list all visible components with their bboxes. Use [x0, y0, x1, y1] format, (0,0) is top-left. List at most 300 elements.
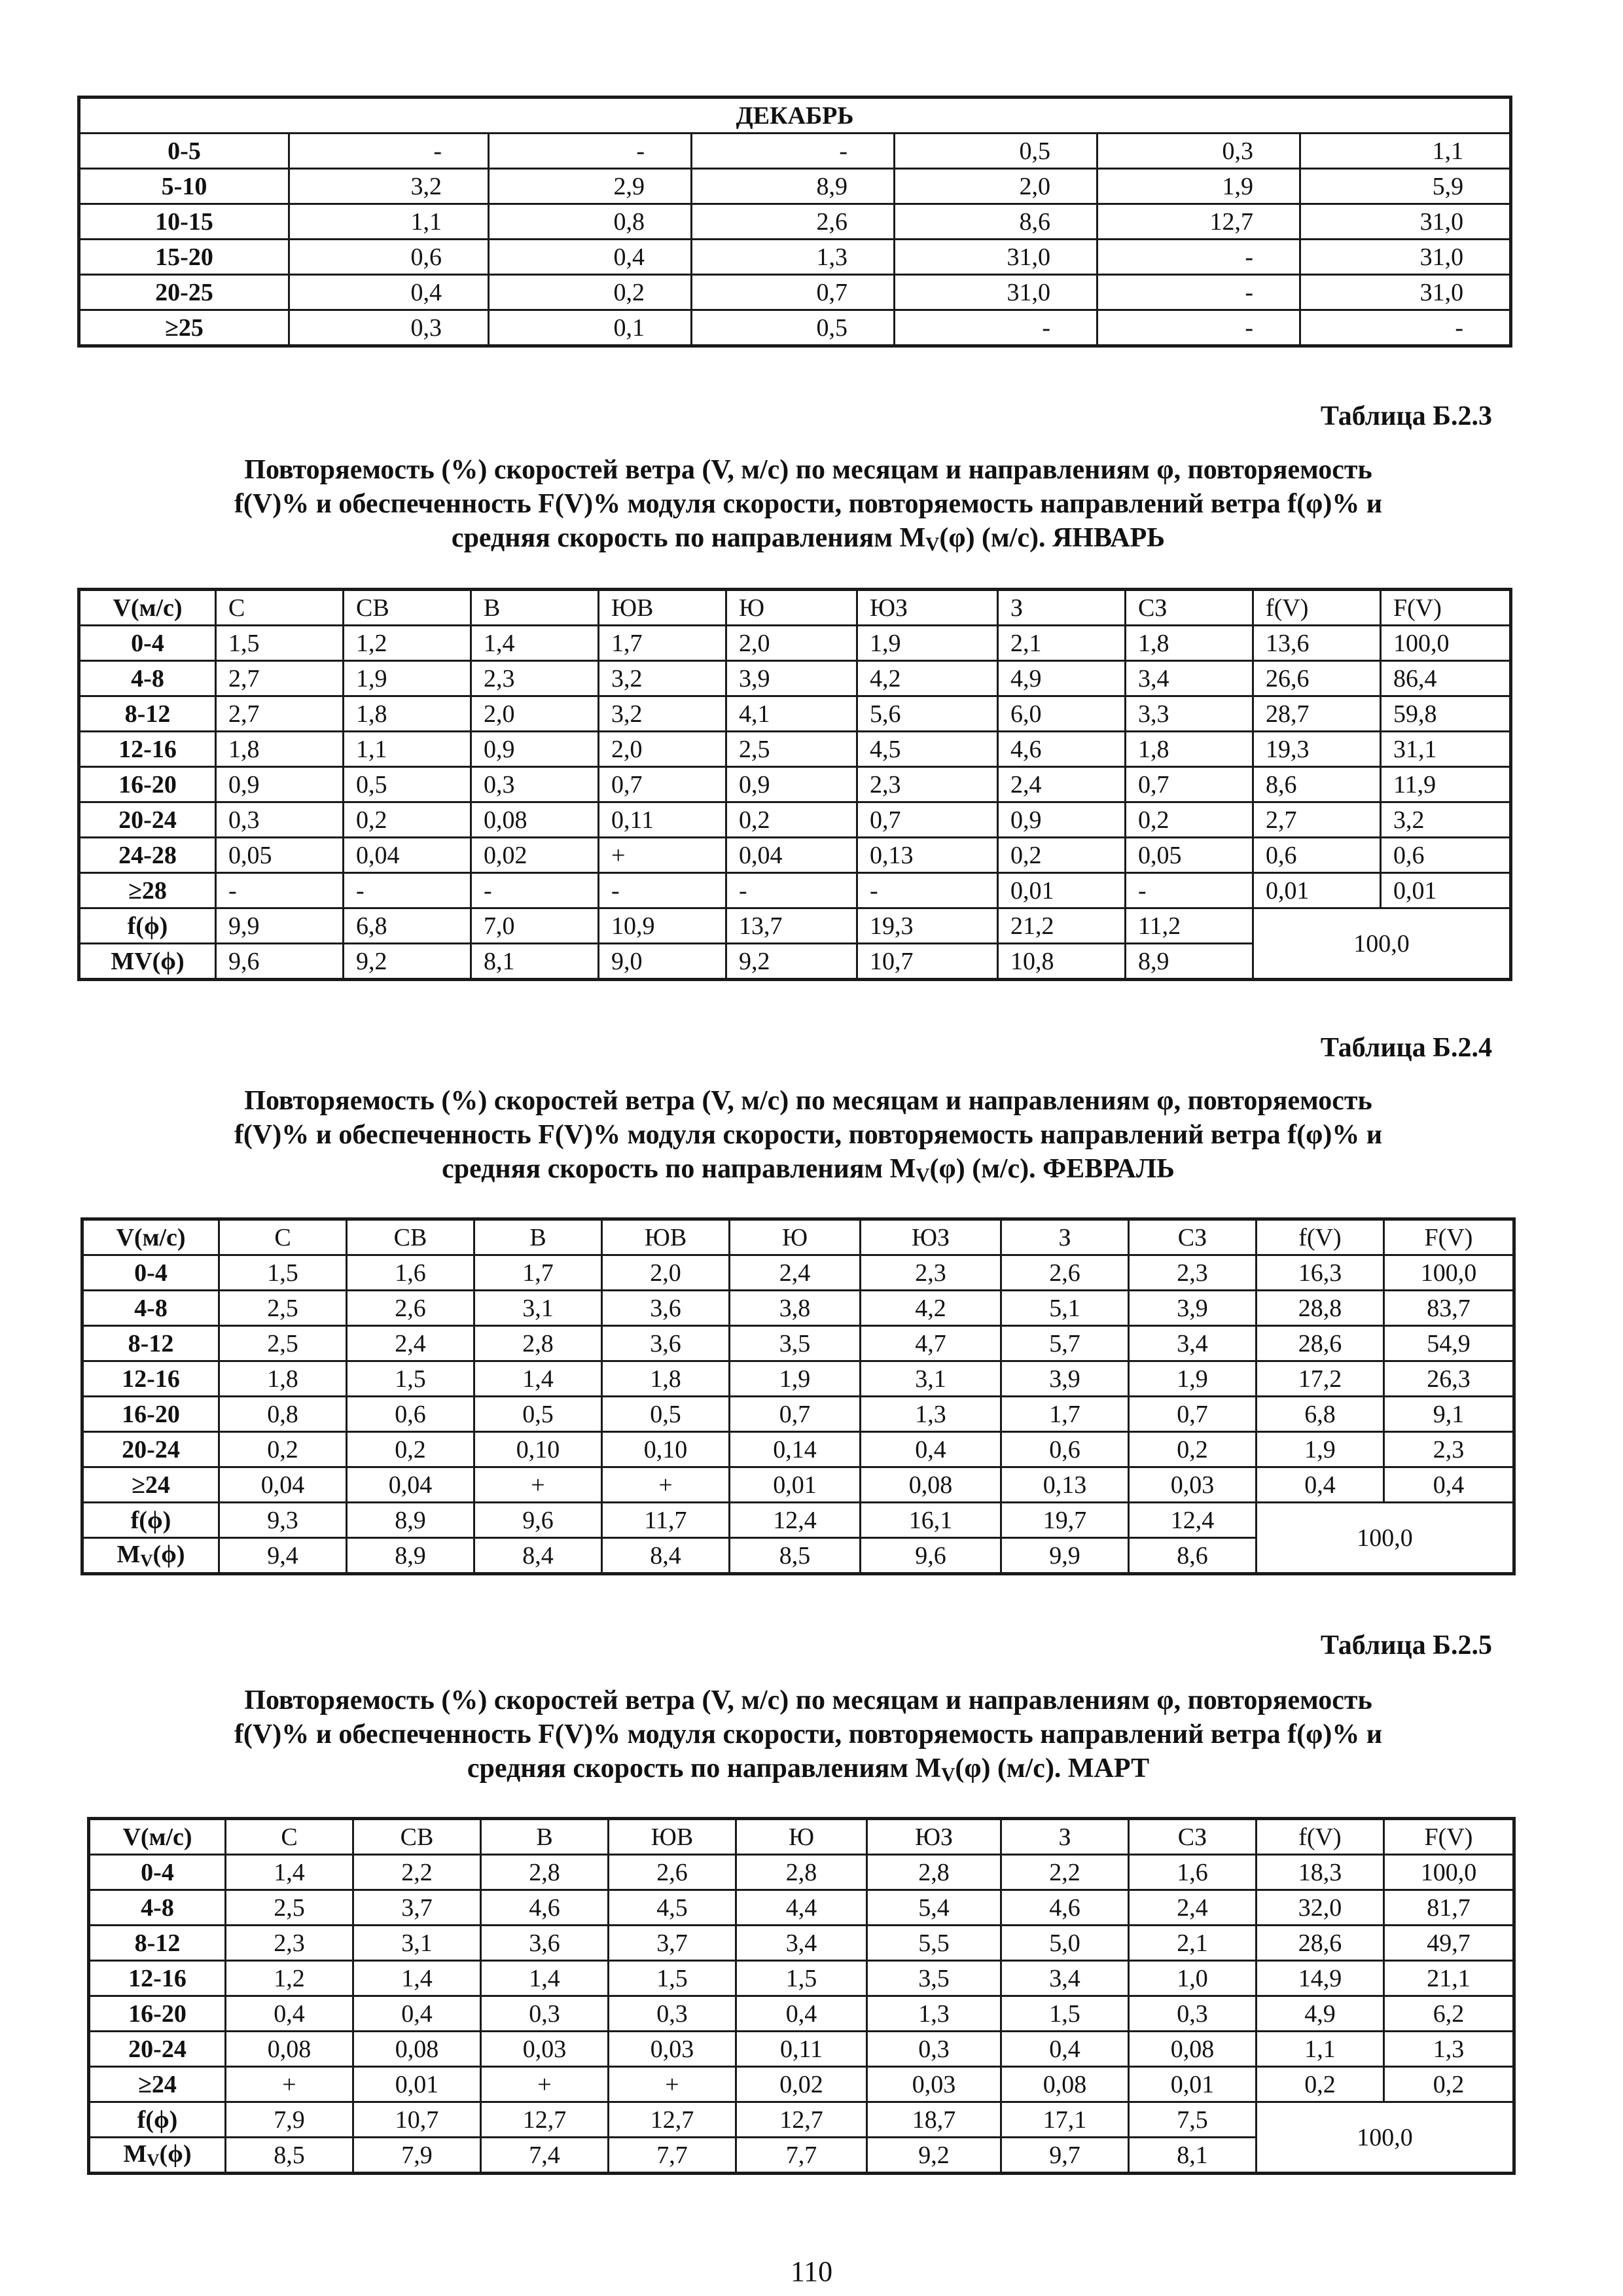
- table-row: [80, 661, 1510, 696]
- table-row: [80, 732, 1510, 767]
- table-cell: 86,4: [1381, 661, 1510, 696]
- table-cell: 9,3: [219, 1503, 347, 1538]
- table-cell: 0,7: [857, 802, 998, 838]
- table-cell: 0,8: [219, 1397, 347, 1432]
- mv-label-sub: V: [140, 1550, 153, 1570]
- table-cell: 0,2: [1126, 802, 1253, 838]
- table-cell: 1,5: [736, 1961, 867, 1996]
- table-cell: 1,4: [353, 1961, 481, 1996]
- table-cell: 1,9: [1097, 169, 1300, 204]
- table-cell: 7,0: [471, 908, 599, 944]
- mv-label-main: M: [116, 1540, 141, 1568]
- table-row: [83, 1467, 1514, 1503]
- column-header: ЮЗ: [861, 1220, 1001, 1255]
- table-cell: 83,7: [1384, 1291, 1514, 1326]
- table-cell: 1,9: [344, 661, 471, 696]
- column-header: В: [471, 590, 599, 626]
- table-cell: 1,8: [216, 732, 344, 767]
- table-row: [90, 1926, 1514, 1961]
- table-cell: 8,6: [1129, 1538, 1257, 1573]
- table-row: [90, 1890, 1514, 1926]
- table-row: [90, 1855, 1514, 1890]
- table-cell: 2,7: [216, 696, 344, 732]
- table-cell: 0,9: [471, 732, 599, 767]
- table-row: [83, 1432, 1514, 1467]
- table-cell: 3,2: [289, 169, 489, 204]
- table-cell: 12,7: [1097, 204, 1300, 240]
- table-cell: 0,2: [219, 1432, 347, 1467]
- row-label: 0-4: [90, 1855, 226, 1890]
- total-cell: 100,0: [1257, 2102, 1514, 2173]
- table-cell: 0,14: [730, 1432, 861, 1467]
- table-cell: 1,0: [1129, 1961, 1257, 1996]
- column-header: З: [998, 590, 1126, 626]
- table-cell: 0,10: [474, 1432, 602, 1467]
- table-cell: 10,8: [998, 944, 1126, 979]
- column-header: Ю: [726, 590, 857, 626]
- table-cell: 8,6: [1253, 767, 1381, 802]
- column-header: ЮЗ: [867, 1820, 1001, 1855]
- table-cell: 9,6: [216, 944, 344, 979]
- table-cell: 8,1: [1129, 2138, 1257, 2173]
- table-cell: 2,6: [347, 1291, 474, 1326]
- table-cell: 0,7: [599, 767, 726, 802]
- table-cell: 5,1: [1001, 1291, 1129, 1326]
- december-rows: [80, 134, 1510, 346]
- column-header: В: [474, 1220, 602, 1255]
- row-label: 20-25: [80, 275, 289, 310]
- table-cell: 9,2: [344, 944, 471, 979]
- table-cell: -: [857, 873, 998, 908]
- table-cell: 17,1: [1001, 2102, 1129, 2138]
- row-label: 12-16: [90, 1961, 226, 1996]
- table-cell: 1,5: [609, 1961, 736, 1996]
- table-cell: 0,9: [216, 767, 344, 802]
- table-cell: 0,6: [1001, 1432, 1129, 1467]
- row-label: 0-5: [80, 134, 289, 169]
- row-label: 5-10: [80, 169, 289, 204]
- table-cell: 7,7: [736, 2138, 867, 2173]
- table-row: [80, 802, 1510, 838]
- table-b23-title: [98, 453, 1518, 562]
- table-cell: 0,02: [471, 838, 599, 873]
- row-label: 8-12: [83, 1326, 219, 1361]
- table-cell: 1,9: [857, 626, 998, 661]
- table-row: [80, 275, 1510, 310]
- table-b24-title-line-2: f(V)% и обеспеченность F(V)% модуля скорости, повторяемость направлений ветра f(φ)% и: [234, 1120, 1383, 1150]
- column-header: f(V): [1257, 1820, 1384, 1855]
- table-cell: 1,8: [1126, 732, 1253, 767]
- row-label: MV(ϕ): [80, 944, 216, 979]
- row-label: [83, 1538, 219, 1573]
- table-cell: 26,6: [1253, 661, 1381, 696]
- table-cell: 2,6: [692, 204, 895, 240]
- table-cell: +: [481, 2067, 609, 2102]
- table-cell: 1,7: [599, 626, 726, 661]
- table-b25-title-sub: V: [941, 1765, 955, 1785]
- table-cell: 2,6: [609, 1855, 736, 1890]
- table-cell: 8,4: [474, 1538, 602, 1573]
- table-cell: 4,2: [857, 661, 998, 696]
- table-cell: 0,4: [1001, 2032, 1129, 2067]
- table-cell: 4,1: [726, 696, 857, 732]
- table-cell: 28,6: [1257, 1926, 1384, 1961]
- table-cell: 2,5: [226, 1890, 353, 1926]
- row-label: 20-24: [90, 2032, 226, 2067]
- table-cell: 2,3: [861, 1255, 1001, 1291]
- table-cell: 2,0: [602, 1255, 730, 1291]
- table-cell: 0,08: [1129, 2032, 1257, 2067]
- table-cell: 9,4: [219, 1538, 347, 1573]
- table-b25-title-line-3: [98, 1751, 1518, 1792]
- table-cell: 2,8: [736, 1855, 867, 1890]
- table-cell: 100,0: [1381, 626, 1510, 661]
- table-cell: 3,7: [353, 1890, 481, 1926]
- table-cell: 0,03: [609, 2032, 736, 2067]
- table-row: [90, 2067, 1514, 2102]
- table-cell: 8,4: [602, 1538, 730, 1573]
- table-cell: 0,3: [216, 802, 344, 838]
- row-label: 12-16: [80, 732, 216, 767]
- table-cell: +: [226, 2067, 353, 2102]
- table-row: [83, 1291, 1514, 1326]
- table-cell: 11,7: [602, 1503, 730, 1538]
- table-cell: 0,01: [1381, 873, 1510, 908]
- table-cell: 0,13: [857, 838, 998, 873]
- table-cell: 0,08: [226, 2032, 353, 2067]
- table-row: [83, 1397, 1514, 1432]
- column-header: СЗ: [1126, 590, 1253, 626]
- table-cell: 3,2: [1381, 802, 1510, 838]
- table-cell: 2,4: [998, 767, 1126, 802]
- table-cell: 0,4: [289, 275, 489, 310]
- table-cell: 0,9: [726, 767, 857, 802]
- table-cell: 4,5: [609, 1890, 736, 1926]
- table-cell: 0,3: [481, 1996, 609, 2032]
- table-cell: 59,8: [1381, 696, 1510, 732]
- table-row: [90, 1996, 1514, 2032]
- row-label: 10-15: [80, 204, 289, 240]
- table-cell: 3,6: [602, 1326, 730, 1361]
- column-header: V(м/с): [83, 1220, 219, 1255]
- mv-label-tail: (ϕ): [152, 1540, 185, 1568]
- column-header: СВ: [347, 1220, 474, 1255]
- table-cell: 0,3: [609, 1996, 736, 2032]
- row-label: f(ϕ): [80, 908, 216, 944]
- table-cell: 6,0: [998, 696, 1126, 732]
- table-cell: 0,6: [289, 240, 489, 275]
- table-cell: -: [599, 873, 726, 908]
- table-cell: 0,04: [347, 1467, 474, 1503]
- table-cell: 2,3: [857, 767, 998, 802]
- column-header: F(V): [1384, 1220, 1514, 1255]
- table-cell: 28,6: [1257, 1326, 1384, 1361]
- table-cell: 1,5: [347, 1361, 474, 1397]
- table-row: [80, 204, 1510, 240]
- table-cell: 2,8: [474, 1326, 602, 1361]
- table-cell: 1,8: [344, 696, 471, 732]
- table-cell: 26,3: [1384, 1361, 1514, 1397]
- table-cell: +: [609, 2067, 736, 2102]
- table-cell: 0,01: [353, 2067, 481, 2102]
- table-row: [80, 134, 1510, 169]
- table-cell: 0,9: [998, 802, 1126, 838]
- table-cell: 0,2: [347, 1432, 474, 1467]
- column-header: В: [481, 1820, 609, 1855]
- table-b24-title-line-3-text: средняя скорость по направлениям M: [442, 1154, 916, 1184]
- row-label: f(ϕ): [83, 1503, 219, 1538]
- table-b25-title-line-3-text: средняя скорость по направлениям M: [467, 1753, 942, 1784]
- table-cell: 0,03: [867, 2067, 1001, 2102]
- table-cell: 16,1: [861, 1503, 1001, 1538]
- table-cell: 4,7: [861, 1326, 1001, 1361]
- table-cell: 19,3: [857, 908, 998, 944]
- table-cell: 13,7: [726, 908, 857, 944]
- table-cell: 0,5: [344, 767, 471, 802]
- table-cell: 0,6: [1253, 838, 1381, 873]
- table-cell: 3,4: [1001, 1961, 1129, 1996]
- table-b23-label: Таблица Б.2.3: [1320, 401, 1492, 431]
- table-cell: 9,0: [599, 944, 726, 979]
- table-cell: 0,11: [736, 2032, 867, 2067]
- table-cell: 1,5: [1001, 1996, 1129, 2032]
- table-cell: 0,4: [353, 1996, 481, 2032]
- table-cell: 0,8: [489, 204, 692, 240]
- column-header: СЗ: [1129, 1220, 1257, 1255]
- table-b24-title-line-1: Повторяемость (%) скоростей ветра (V, м/с) по месяцам и направлениям φ, повторяемость: [244, 1086, 1372, 1116]
- table-b25-title-line-3-tail: (φ) (м/с). МАРТ: [955, 1753, 1150, 1784]
- table-cell: 2,3: [226, 1926, 353, 1961]
- table-cell: 0,3: [1129, 1996, 1257, 2032]
- table-cell: -: [692, 134, 895, 169]
- table-cell: 1,8: [602, 1361, 730, 1397]
- table-cell: 0,01: [730, 1467, 861, 1503]
- table-cell: -: [289, 134, 489, 169]
- row-label: 16-20: [90, 1996, 226, 2032]
- table-cell: 1,2: [226, 1961, 353, 1996]
- column-header: СВ: [344, 590, 471, 626]
- table-b23-title-line-3: [98, 521, 1518, 562]
- table-b25-title: [98, 1683, 1518, 1792]
- table-row: [90, 2032, 1514, 2067]
- table-cell: -: [726, 873, 857, 908]
- mv-label-sub: V: [147, 2149, 160, 2170]
- table-cell: 13,6: [1253, 626, 1381, 661]
- table-cell: 1,3: [692, 240, 895, 275]
- table-cell: 3,8: [730, 1291, 861, 1326]
- table-cell: 3,4: [1129, 1326, 1257, 1361]
- row-label: ≥24: [83, 1467, 219, 1503]
- table-cell: 0,03: [481, 2032, 609, 2067]
- table-cell: 1,7: [1001, 1397, 1129, 1432]
- table-cell: 0,4: [1384, 1467, 1514, 1503]
- table-cell: 1,3: [1384, 2032, 1514, 2067]
- row-label: ≥24: [90, 2067, 226, 2102]
- table-cell: 0,4: [1257, 1467, 1384, 1503]
- table-cell: 0,08: [1001, 2067, 1129, 2102]
- table-cell: 31,0: [1300, 204, 1510, 240]
- table-cell: -: [1300, 310, 1510, 346]
- table-cell: 0,2: [1257, 2067, 1384, 2102]
- column-header: f(V): [1257, 1220, 1384, 1255]
- table-cell: 0,1: [489, 310, 692, 346]
- table-cell: 0,02: [736, 2067, 867, 2102]
- total-cell: 100,0: [1257, 1503, 1514, 1573]
- table-cell: 0,01: [1253, 873, 1381, 908]
- table-cell: 3,4: [736, 1926, 867, 1961]
- table-cell: 0,05: [216, 838, 344, 873]
- table-b24-title-line-3-tail: (φ) (м/с). ФЕВРАЛЬ: [929, 1154, 1175, 1184]
- table-b24-title-sub: V: [916, 1165, 930, 1186]
- mv-label-tail: (ϕ): [159, 2140, 192, 2168]
- table-b23: [79, 589, 1511, 980]
- header-row: [90, 1820, 1514, 1855]
- table-cell: 8,6: [895, 204, 1097, 240]
- table-cell: 1,1: [344, 732, 471, 767]
- table-cell: 0,05: [1126, 838, 1253, 873]
- table-cell: 8,5: [226, 2138, 353, 2173]
- table-b23-title-line-3-text: средняя скорость по направлениям M: [451, 523, 926, 553]
- december-title: ДЕКАБРЬ: [80, 98, 1510, 134]
- table-cell: 2,1: [1129, 1926, 1257, 1961]
- table-cell: 8,5: [730, 1538, 861, 1573]
- table-cell: 2,5: [219, 1326, 347, 1361]
- table-cell: 0,11: [599, 802, 726, 838]
- table-cell: 5,0: [1001, 1926, 1129, 1961]
- table-cell: 1,6: [347, 1255, 474, 1291]
- row-label: 8-12: [90, 1926, 226, 1961]
- table-cell: 2,2: [353, 1855, 481, 1890]
- table-cell: 7,4: [481, 2138, 609, 2173]
- table-cell: 2,7: [1253, 802, 1381, 838]
- table-cell: 2,1: [998, 626, 1126, 661]
- table-cell: 8,9: [692, 169, 895, 204]
- total-cell: 100,0: [1253, 908, 1510, 979]
- table-row: [80, 626, 1510, 661]
- table-cell: 0,4: [489, 240, 692, 275]
- column-header: С: [216, 590, 344, 626]
- table-b23-title-line-2: f(V)% и обеспеченность F(V)% модуля скорости, повторяемость направлений ветра f(φ)% и: [234, 489, 1383, 519]
- table-b23-title-sub: V: [925, 534, 940, 555]
- table-cell: 28,8: [1257, 1291, 1384, 1326]
- table-cell: +: [474, 1467, 602, 1503]
- table-cell: 12,7: [481, 2102, 609, 2138]
- table-cell: 2,5: [726, 732, 857, 767]
- row-label: 20-24: [80, 802, 216, 838]
- row-label: 0-4: [83, 1255, 219, 1291]
- table-cell: 5,7: [1001, 1326, 1129, 1361]
- table-cell: 0,3: [471, 767, 599, 802]
- table-cell: 1,8: [1126, 626, 1253, 661]
- table-cell: 21,2: [998, 908, 1126, 944]
- table-cell: -: [216, 873, 344, 908]
- table-cell: 0,6: [1381, 838, 1510, 873]
- table-cell: 6,2: [1384, 1996, 1514, 2032]
- table-cell: 5,9: [1300, 169, 1510, 204]
- header-row: [83, 1220, 1514, 1255]
- table-cell: 7,9: [353, 2138, 481, 2173]
- table-cell: 1,4: [474, 1361, 602, 1397]
- table-cell: 19,7: [1001, 1503, 1129, 1538]
- column-header: ЮВ: [609, 1820, 736, 1855]
- table-cell: 31,0: [895, 275, 1097, 310]
- table-cell: 1,9: [730, 1361, 861, 1397]
- table-cell: 31,0: [1300, 275, 1510, 310]
- table-cell: 1,2: [344, 626, 471, 661]
- table-cell: 4,6: [481, 1890, 609, 1926]
- table-cell: 0,03: [1129, 1467, 1257, 1503]
- header-row: [80, 590, 1510, 626]
- table-cell: 4,5: [857, 732, 998, 767]
- table-cell: 12,4: [730, 1503, 861, 1538]
- table-cell: 3,1: [353, 1926, 481, 1961]
- table-cell: 11,2: [1126, 908, 1253, 944]
- column-header: F(V): [1384, 1820, 1514, 1855]
- column-header: С: [219, 1220, 347, 1255]
- table-cell: 3,3: [1126, 696, 1253, 732]
- table-row: [80, 310, 1510, 346]
- table-cell: 32,0: [1257, 1890, 1384, 1926]
- column-header: f(V): [1253, 590, 1381, 626]
- table-cell: 5,4: [867, 1890, 1001, 1926]
- table-cell: 1,6: [1129, 1855, 1257, 1890]
- table-cell: 19,3: [1253, 732, 1381, 767]
- table-cell: 28,7: [1253, 696, 1381, 732]
- table-cell: 4,6: [998, 732, 1126, 767]
- table-cell: 4,6: [1001, 1890, 1129, 1926]
- table-cell: 1,1: [1300, 134, 1510, 169]
- table-b24-label: Таблица Б.2.4: [1320, 1033, 1492, 1063]
- table-cell: 8,1: [471, 944, 599, 979]
- table-cell: 0,3: [289, 310, 489, 346]
- table-cell: 1,8: [219, 1361, 347, 1397]
- table-cell: 1,5: [216, 626, 344, 661]
- table-cell: 0,2: [1384, 2067, 1514, 2102]
- table-cell: 3,9: [1001, 1361, 1129, 1397]
- table-cell: 3,5: [867, 1961, 1001, 1996]
- row-label: 4-8: [80, 661, 216, 696]
- table-cell: 0,7: [692, 275, 895, 310]
- mv-label-main: M: [123, 2140, 147, 2168]
- table-cell: 31,0: [1300, 240, 1510, 275]
- table-cell: 0,04: [726, 838, 857, 873]
- table-cell: 0,01: [998, 873, 1126, 908]
- table-cell: 0,4: [226, 1996, 353, 2032]
- f-phi-row: [80, 908, 1510, 944]
- table-cell: -: [1097, 240, 1300, 275]
- table-row: [80, 169, 1510, 204]
- column-header: Ю: [730, 1220, 861, 1255]
- table-cell: +: [599, 838, 726, 873]
- table-cell: 18,7: [867, 2102, 1001, 2138]
- column-header: С: [226, 1820, 353, 1855]
- table-b25-title-line-2: f(V)% и обеспеченность F(V)% модуля скорости, повторяемость направлений ветра f(φ)% и: [234, 1719, 1383, 1749]
- table-cell: 1,4: [471, 626, 599, 661]
- table-b23-title-line-1: Повторяемость (%) скоростей ветра (V, м/с) по месяцам и направлениям φ, повторяемость: [244, 455, 1372, 485]
- table-cell: 3,2: [599, 661, 726, 696]
- table-row: [80, 696, 1510, 732]
- table-cell: 10,9: [599, 908, 726, 944]
- column-header: ЮВ: [599, 590, 726, 626]
- table-cell: 0,5: [895, 134, 1097, 169]
- table-cell: 3,9: [726, 661, 857, 696]
- table-cell: 10,7: [857, 944, 998, 979]
- table-cell: 1,9: [1257, 1432, 1384, 1467]
- table-cell: 2,8: [481, 1855, 609, 1890]
- column-header: V(м/с): [90, 1820, 226, 1855]
- table-cell: 11,9: [1381, 767, 1510, 802]
- table-cell: 2,4: [730, 1255, 861, 1291]
